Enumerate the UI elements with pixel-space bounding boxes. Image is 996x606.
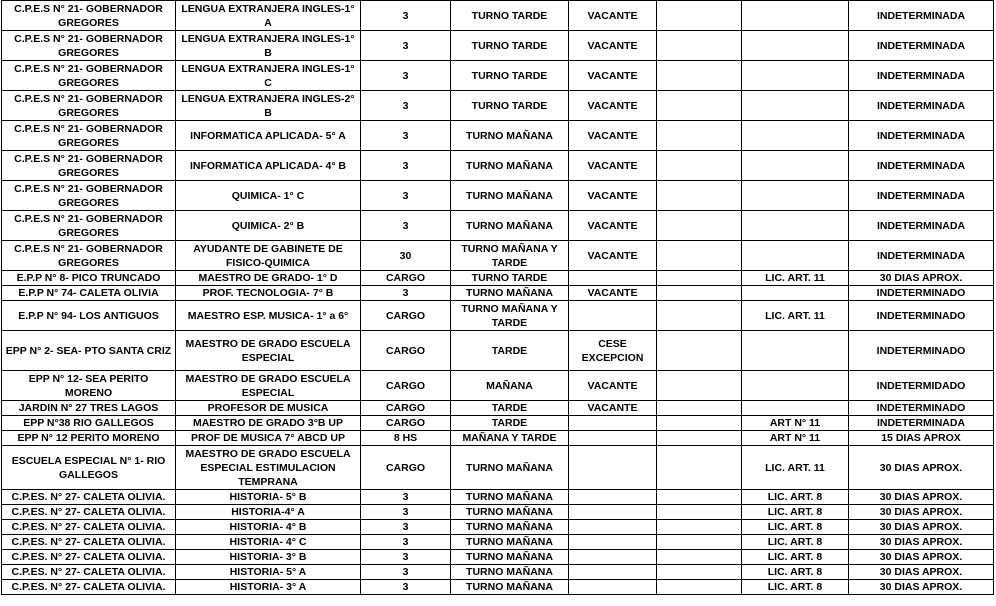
hours-cell: 3	[361, 550, 451, 565]
empty-cell	[657, 286, 742, 301]
empty-cell	[657, 535, 742, 550]
status-cell	[569, 446, 657, 490]
duration-cell: 30 DIAS APROX.	[849, 550, 994, 565]
status-cell: CESE EXCEPCION	[569, 331, 657, 371]
hours-cell: 3	[361, 490, 451, 505]
duration-cell: 30 DIAS APROX.	[849, 505, 994, 520]
shift-cell: TARDE	[451, 331, 569, 371]
license-cell	[742, 401, 849, 416]
hours-cell: CARGO	[361, 416, 451, 431]
duration-cell: INDETERMINADA	[849, 151, 994, 181]
license-cell: LIC. ART. 8	[742, 535, 849, 550]
table-row	[2, 535, 994, 550]
table-row	[2, 286, 994, 301]
subject-cell: MAESTRO DE GRADO- 1° D	[176, 271, 361, 286]
license-cell	[742, 286, 849, 301]
duration-cell: 30 DIAS APROX.	[849, 446, 994, 490]
license-cell	[742, 31, 849, 61]
shift-cell: TURNO MAÑANA	[451, 151, 569, 181]
empty-cell	[657, 91, 742, 121]
hours-cell: 3	[361, 505, 451, 520]
subject-cell: HISTORIA- 4° B	[176, 520, 361, 535]
empty-cell	[657, 371, 742, 401]
status-cell: VACANTE	[569, 61, 657, 91]
school-cell: ESCUELA ESPECIAL N° 1- RIO GALLEGOS	[2, 446, 176, 490]
hours-cell: 3	[361, 121, 451, 151]
subject-cell: HISTORIA- 3° A	[176, 580, 361, 595]
empty-cell	[657, 490, 742, 505]
license-cell: LIC. ART. 11	[742, 446, 849, 490]
hours-cell: CARGO	[361, 271, 451, 286]
status-cell	[569, 271, 657, 286]
shift-cell: TURNO MAÑANA	[451, 550, 569, 565]
vacancies-table	[1, 0, 994, 595]
duration-cell: INDETERMINADA	[849, 61, 994, 91]
school-cell: C.P.E.S N° 21- GOBERNADOR GREGORES	[2, 211, 176, 241]
license-cell	[742, 181, 849, 211]
shift-cell: TURNO MAÑANA	[451, 520, 569, 535]
table-row	[2, 565, 994, 580]
subject-cell: MAESTRO DE GRADO ESCUELA ESPECIAL	[176, 331, 361, 371]
duration-cell: 30 DIAS APROX.	[849, 580, 994, 595]
status-cell: VACANTE	[569, 286, 657, 301]
subject-cell: INFORMATICA APLICADA- 4° B	[176, 151, 361, 181]
table-row	[2, 211, 994, 241]
status-cell	[569, 580, 657, 595]
subject-cell: PROFESOR DE MUSICA	[176, 401, 361, 416]
license-cell	[742, 61, 849, 91]
empty-cell	[657, 565, 742, 580]
license-cell: LIC. ART. 11	[742, 301, 849, 331]
license-cell	[742, 91, 849, 121]
subject-cell: MAESTRO ESP. MUSICA- 1° a 6°	[176, 301, 361, 331]
license-cell: LIC. ART. 11	[742, 271, 849, 286]
empty-cell	[657, 520, 742, 535]
duration-cell: INDETERMINADO	[849, 331, 994, 371]
hours-cell: CARGO	[361, 401, 451, 416]
hours-cell: 3	[361, 31, 451, 61]
vacancies-table-body	[2, 1, 994, 595]
hours-cell: 30	[361, 241, 451, 271]
table-row	[2, 1, 994, 31]
duration-cell: INDETERMIDADO	[849, 371, 994, 401]
shift-cell: TURNO TARDE	[451, 91, 569, 121]
school-cell: C.P.E.S N° 21- GOBERNADOR GREGORES	[2, 151, 176, 181]
subject-cell: INFORMATICA APLICADA- 5° A	[176, 121, 361, 151]
school-cell: C.P.E.S N° 21- GOBERNADOR GREGORES	[2, 91, 176, 121]
license-cell	[742, 371, 849, 401]
empty-cell	[657, 121, 742, 151]
empty-cell	[657, 31, 742, 61]
subject-cell: MAESTRO DE GRADO ESCUELA ESPECIAL ESTIMULACION TEMPRANA	[176, 446, 361, 490]
subject-cell: PROF. TECNOLOGIA- 7° B	[176, 286, 361, 301]
hours-cell: CARGO	[361, 301, 451, 331]
table-row	[2, 301, 994, 331]
duration-cell: 30 DIAS APROX.	[849, 535, 994, 550]
duration-cell: 15 DIAS APROX	[849, 431, 994, 446]
status-cell: VACANTE	[569, 401, 657, 416]
duration-cell: 30 DIAS APROX.	[849, 520, 994, 535]
table-row	[2, 151, 994, 181]
duration-cell: 30 DIAS APROX.	[849, 271, 994, 286]
duration-cell: INDETERMINADA	[849, 1, 994, 31]
status-cell: VACANTE	[569, 371, 657, 401]
subject-cell: LENGUA EXTRANJERA INGLES-1° B	[176, 31, 361, 61]
shift-cell: TURNO MAÑANA	[451, 446, 569, 490]
shift-cell: TURNO MAÑANA Y TARDE	[451, 241, 569, 271]
empty-cell	[657, 271, 742, 286]
shift-cell: TURNO TARDE	[451, 271, 569, 286]
duration-cell: INDETERMINADA	[849, 91, 994, 121]
shift-cell: TURNO MAÑANA	[451, 121, 569, 151]
school-cell: C.P.ES. N° 27- CALETA OLIVIA.	[2, 505, 176, 520]
subject-cell: HISTORIA- 5° A	[176, 565, 361, 580]
duration-cell: INDETERMINADA	[849, 416, 994, 431]
table-row	[2, 271, 994, 286]
status-cell	[569, 301, 657, 331]
shift-cell: TARDE	[451, 401, 569, 416]
license-cell	[742, 241, 849, 271]
school-cell: C.P.E.S N° 21- GOBERNADOR GREGORES	[2, 31, 176, 61]
duration-cell: INDETERMINADA	[849, 181, 994, 211]
empty-cell	[657, 431, 742, 446]
duration-cell: INDETERMINADO	[849, 401, 994, 416]
duration-cell: 30 DIAS APROX.	[849, 565, 994, 580]
shift-cell: TARDE	[451, 416, 569, 431]
table-row	[2, 181, 994, 211]
license-cell	[742, 1, 849, 31]
school-cell: C.P.ES. N° 27- CALETA OLIVIA.	[2, 550, 176, 565]
empty-cell	[657, 331, 742, 371]
empty-cell	[657, 61, 742, 91]
empty-cell	[657, 241, 742, 271]
license-cell	[742, 121, 849, 151]
school-cell: JARDIN N° 27 TRES LAGOS	[2, 401, 176, 416]
subject-cell: HISTORIA- 3° B	[176, 550, 361, 565]
status-cell: VACANTE	[569, 211, 657, 241]
shift-cell: TURNO MAÑANA	[451, 580, 569, 595]
empty-cell	[657, 211, 742, 241]
license-cell: LIC. ART. 8	[742, 520, 849, 535]
duration-cell: INDETERMINADO	[849, 301, 994, 331]
shift-cell: TURNO MAÑANA	[451, 286, 569, 301]
status-cell: VACANTE	[569, 91, 657, 121]
table-row	[2, 241, 994, 271]
table-row	[2, 31, 994, 61]
status-cell	[569, 505, 657, 520]
table-row	[2, 61, 994, 91]
empty-cell	[657, 151, 742, 181]
table-row	[2, 431, 994, 446]
hours-cell: 3	[361, 61, 451, 91]
status-cell	[569, 416, 657, 431]
school-cell: C.P.E.S N° 21- GOBERNADOR GREGORES	[2, 241, 176, 271]
hours-cell: 3	[361, 520, 451, 535]
subject-cell: HISTORIA- 4° C	[176, 535, 361, 550]
shift-cell: MAÑANA	[451, 371, 569, 401]
status-cell: VACANTE	[569, 151, 657, 181]
shift-cell: TURNO MAÑANA	[451, 565, 569, 580]
subject-cell: AYUDANTE DE GABINETE DE FISICO-QUIMICA	[176, 241, 361, 271]
license-cell	[742, 331, 849, 371]
hours-cell: 3	[361, 1, 451, 31]
school-cell: C.P.ES. N° 27- CALETA OLIVIA.	[2, 490, 176, 505]
hours-cell: CARGO	[361, 331, 451, 371]
shift-cell: TURNO MAÑANA	[451, 211, 569, 241]
hours-cell: 8 HS	[361, 431, 451, 446]
hours-cell: 3	[361, 580, 451, 595]
table-row	[2, 446, 994, 490]
school-cell: EPP N° 12- SEA PERITO MORENO	[2, 371, 176, 401]
duration-cell: INDETERMINADA	[849, 31, 994, 61]
status-cell	[569, 565, 657, 580]
duration-cell: INDETERMINADA	[849, 121, 994, 151]
empty-cell	[657, 505, 742, 520]
status-cell: VACANTE	[569, 31, 657, 61]
empty-cell	[657, 550, 742, 565]
school-cell: C.P.ES. N° 27- CALETA OLIVIA.	[2, 535, 176, 550]
license-cell: LIC. ART. 8	[742, 580, 849, 595]
table-row	[2, 580, 994, 595]
hours-cell: 3	[361, 565, 451, 580]
school-cell: C.P.E.S N° 21- GOBERNADOR GREGORES	[2, 181, 176, 211]
school-cell: E.P.P N° 8- PICO TRUNCADO	[2, 271, 176, 286]
status-cell	[569, 535, 657, 550]
empty-cell	[657, 181, 742, 211]
license-cell: LIC. ART. 8	[742, 565, 849, 580]
subject-cell: LENGUA EXTRANJERA INGLES-2° B	[176, 91, 361, 121]
hours-cell: 3	[361, 211, 451, 241]
table-row	[2, 91, 994, 121]
shift-cell: TURNO MAÑANA	[451, 535, 569, 550]
shift-cell: TURNO MAÑANA	[451, 505, 569, 520]
table-row	[2, 550, 994, 565]
license-cell: ART N° 11	[742, 431, 849, 446]
duration-cell: INDETERMINADO	[849, 286, 994, 301]
table-row	[2, 490, 994, 505]
table-row	[2, 121, 994, 151]
hours-cell: CARGO	[361, 371, 451, 401]
duration-cell: 30 DIAS APROX.	[849, 490, 994, 505]
status-cell	[569, 490, 657, 505]
license-cell: LIC. ART. 8	[742, 550, 849, 565]
hours-cell: 3	[361, 91, 451, 121]
subject-cell: LENGUA EXTRANJERA INGLES-1° A	[176, 1, 361, 31]
empty-cell	[657, 301, 742, 331]
status-cell: VACANTE	[569, 121, 657, 151]
license-cell: LIC. ART. 8	[742, 505, 849, 520]
status-cell	[569, 520, 657, 535]
school-cell: E.P.P N° 94- LOS ANTIGUOS	[2, 301, 176, 331]
hours-cell: 3	[361, 181, 451, 211]
shift-cell: MAÑANA Y TARDE	[451, 431, 569, 446]
license-cell: LIC. ART. 8	[742, 490, 849, 505]
subject-cell: PROF DE MUSICA 7° ABCD UP	[176, 431, 361, 446]
empty-cell	[657, 1, 742, 31]
shift-cell: TURNO TARDE	[451, 1, 569, 31]
table-row	[2, 505, 994, 520]
subject-cell: HISTORIA-4° A	[176, 505, 361, 520]
subject-cell: QUIMICA- 1° C	[176, 181, 361, 211]
subject-cell: LENGUA EXTRANJERA INGLES-1° C	[176, 61, 361, 91]
duration-cell: INDETERMINADA	[849, 241, 994, 271]
shift-cell: TURNO TARDE	[451, 31, 569, 61]
table-row	[2, 401, 994, 416]
school-cell: EPP N°38 RIO GALLEGOS	[2, 416, 176, 431]
status-cell: VACANTE	[569, 241, 657, 271]
license-cell	[742, 151, 849, 181]
status-cell	[569, 550, 657, 565]
school-cell: C.P.ES. N° 27- CALETA OLIVIA.	[2, 580, 176, 595]
school-cell: C.P.ES. N° 27- CALETA OLIVIA.	[2, 520, 176, 535]
subject-cell: HISTORIA- 5° B	[176, 490, 361, 505]
school-cell: EPP N° 2- SEA- PTO SANTA CRIZ	[2, 331, 176, 371]
status-cell: VACANTE	[569, 181, 657, 211]
table-row	[2, 520, 994, 535]
hours-cell: CARGO	[361, 446, 451, 490]
subject-cell: MAESTRO DE GRADO ESCUELA ESPECIAL	[176, 371, 361, 401]
shift-cell: TURNO MAÑANA	[451, 490, 569, 505]
empty-cell	[657, 580, 742, 595]
license-cell: ART N° 11	[742, 416, 849, 431]
empty-cell	[657, 416, 742, 431]
table-row	[2, 371, 994, 401]
empty-cell	[657, 446, 742, 490]
hours-cell: 3	[361, 151, 451, 181]
school-cell: C.P.ES. N° 27- CALETA OLIVIA.	[2, 565, 176, 580]
school-cell: C.P.E.S N° 21- GOBERNADOR GREGORES	[2, 121, 176, 151]
hours-cell: 3	[361, 286, 451, 301]
school-cell: C.P.E.S N° 21- GOBERNADOR GREGORES	[2, 1, 176, 31]
school-cell: C.P.E.S N° 21- GOBERNADOR GREGORES	[2, 61, 176, 91]
empty-cell	[657, 401, 742, 416]
license-cell	[742, 211, 849, 241]
hours-cell: 3	[361, 535, 451, 550]
status-cell	[569, 431, 657, 446]
shift-cell: TURNO TARDE	[451, 61, 569, 91]
subject-cell: QUIMICA- 2° B	[176, 211, 361, 241]
status-cell: VACANTE	[569, 1, 657, 31]
shift-cell: TURNO MAÑANA Y TARDE	[451, 301, 569, 331]
table-row	[2, 331, 994, 371]
school-cell: EPP N° 12 PERITO MORENO	[2, 431, 176, 446]
shift-cell: TURNO MAÑANA	[451, 181, 569, 211]
subject-cell: MAESTRO DE GRADO 3°B UP	[176, 416, 361, 431]
school-cell: E.P.P N° 74- CALETA OLIVIA	[2, 286, 176, 301]
table-row	[2, 416, 994, 431]
duration-cell: INDETERMINADA	[849, 211, 994, 241]
